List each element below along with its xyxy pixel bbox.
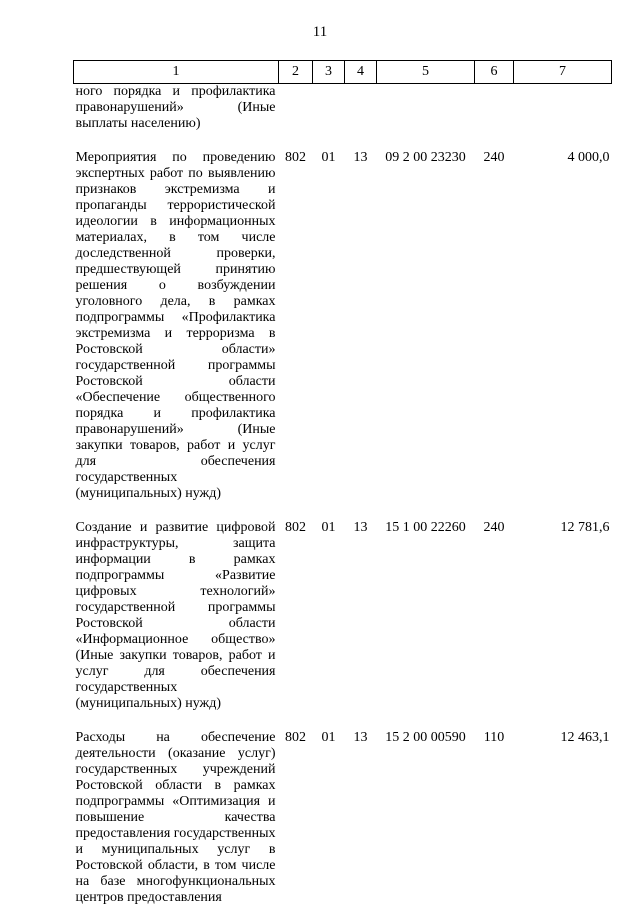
row-vr: 110	[483, 730, 505, 745]
row-vr: 240	[483, 520, 505, 535]
header-col-4: 4	[345, 61, 377, 84]
row-sum: 12 463,1	[560, 730, 610, 745]
row-description: ного порядка и профилактика правонарушений» (Иные выплаты населению)	[75, 84, 276, 131]
header-col-6: 6	[475, 61, 514, 84]
row-ved: 802	[285, 730, 306, 745]
header-col-1: 1	[74, 61, 279, 84]
row-rz: 01	[321, 520, 336, 535]
table-row	[74, 84, 612, 151]
row-pr: 13	[353, 150, 368, 165]
row-rz: 01	[321, 150, 336, 165]
row-ved: 802	[285, 520, 306, 535]
table-header	[74, 61, 612, 84]
row-pr: 13	[353, 520, 368, 535]
row-pr	[345, 84, 377, 151]
budget-table	[73, 60, 612, 906]
row-vr	[475, 84, 514, 151]
row-ved: 802	[285, 150, 306, 165]
row-csr: 15 1 00 22260	[385, 520, 466, 535]
table-row	[74, 520, 612, 730]
row-rz: 01	[321, 730, 336, 745]
header-col-3: 3	[313, 61, 345, 84]
row-description: Создание и развитие цифровой инфраструктуры, защита информации в рамках подпрограммы «Развитие цифровых технологий» государственной программы Ростовской области «Информационное общество» (Иные закупки товаров, работ и услуг для обеспечения государственных (муниципальных) нужд)	[75, 520, 276, 711]
table-row	[74, 150, 612, 520]
row-csr: 09 2 00 23230	[385, 150, 466, 165]
header-col-5: 5	[377, 61, 475, 84]
header-row	[74, 61, 612, 84]
table-row	[74, 730, 612, 906]
row-csr	[377, 84, 475, 151]
row-sum: 12 781,6	[560, 520, 610, 535]
row-rz	[313, 84, 345, 151]
page-number: 11	[312, 24, 328, 40]
row-vr: 240	[483, 150, 505, 165]
header-col-2: 2	[279, 61, 313, 84]
row-pr: 13	[353, 730, 368, 745]
row-description: Расходы на обеспечение деятельности (оказание услуг) государственных учреждений Ростовской области в рамках подпрограммы «Оптимизация и повышение качества предоставления государственных и муниципальных услуг в Ростовской области, в том числе на базе многофункциональных центров предоставления	[75, 730, 276, 905]
row-ved	[279, 84, 313, 151]
row-csr: 15 2 00 00590	[385, 730, 466, 745]
header-col-7: 7	[514, 61, 612, 84]
row-sum: 4 000,0	[567, 150, 610, 165]
row-description: Мероприятия по проведению экспертных работ по выявлению признаков экстремизма и пропаганды террористической идеологии в информационных материалах, в том числе доследственной проверки, предшествующей принятию решения о возбуждении уголовного дела, в рамках подпрограммы «Профилактика экстремизма и терроризма в Ростовской области» государственной программы Ростовской области «Обеспечение общественного порядка и профилактика правонарушений» (Иные закупки товаров, работ и услуг для обеспечения государственных (муниципальных) нужд)	[75, 150, 276, 501]
row-sum	[514, 84, 612, 151]
